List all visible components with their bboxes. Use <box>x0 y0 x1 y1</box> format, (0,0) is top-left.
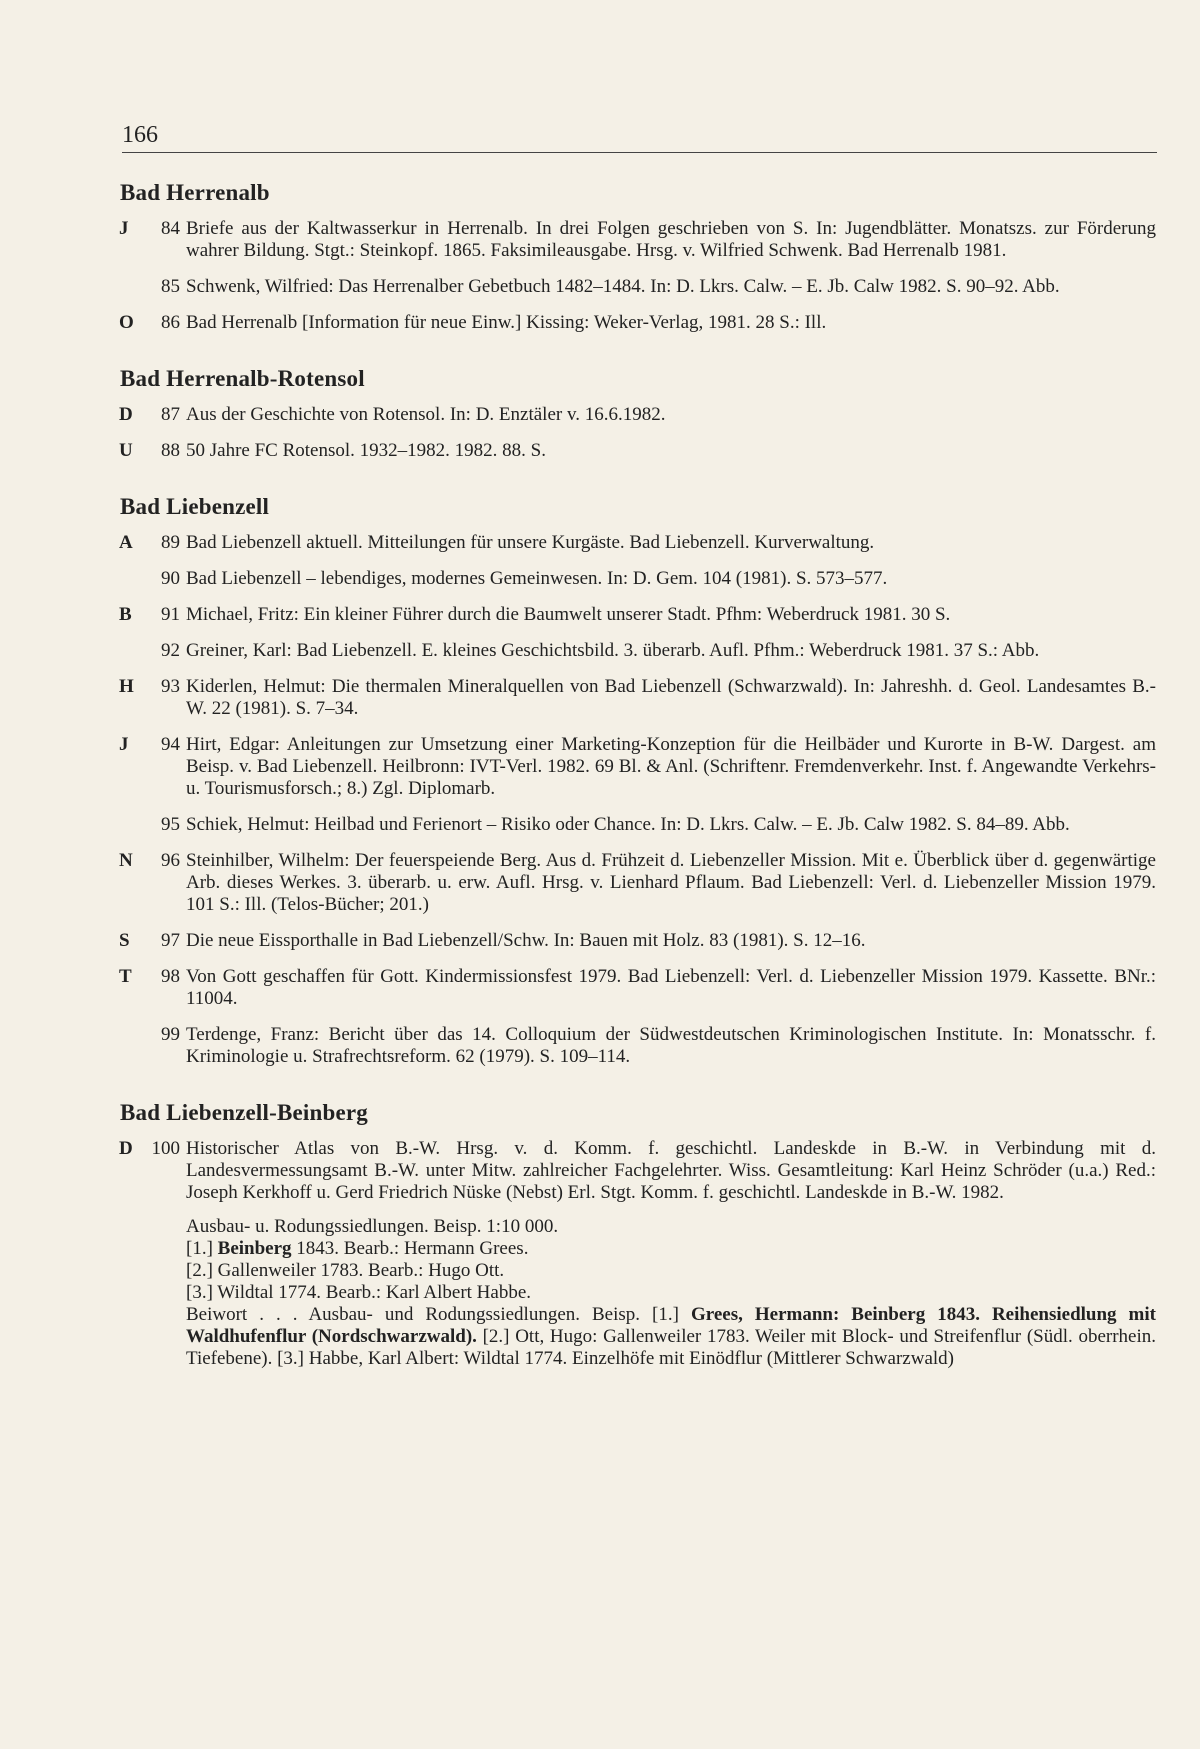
bib-entry <box>116 276 1156 298</box>
entry-text: Von Gott geschaffen für Gott. Kindermissionsfest 1979. Bad Liebenzell: Verl. d. Liebenzeller Mission 1979. Kassette. BNr.: 11004. <box>186 966 1156 1009</box>
entry-code: B <box>119 604 132 625</box>
entry-number: 88 <box>161 440 180 461</box>
entry-code: D <box>119 404 133 425</box>
atlas-map-item: [2.] Gallenweiler 1783. Bearb.: Hugo Ott. <box>186 1260 505 1281</box>
entry-text: Schiek, Helmut: Heilbad und Ferienort – Risiko oder Chance. In: D. Lkrs. Calw. – E. Jb. Calw 1982. S. 84–89. Abb. <box>186 814 1070 835</box>
entry-text: Steinhilber, Wilhelm: Der feuerspeiende Berg. Aus d. Frühzeit d. Liebenzeller Mission. Mit e. Überblick über d. gegenwärtige Arb. dieses Werkes. 3. überarb. u. erw. Aufl. Hrsg. v. Lienhard Pflaum. Bad Liebenzell: Verl. d. Liebenzeller Mission 1979. 101 S.: Ill. (Telos-Bücher; 201.) <box>186 850 1156 915</box>
entry-code: U <box>119 440 133 461</box>
entry-code: N <box>119 850 133 871</box>
beiwort-intro: Beiwort . . . Ausbau- und Rodungssiedlungen. Beisp. [1.] <box>186 1304 691 1325</box>
beiwort-text <box>186 1304 1156 1370</box>
entry-code: O <box>119 312 134 333</box>
entry-text: Greiner, Karl: Bad Liebenzell. E. kleines Geschichtsbild. 3. überarb. Aufl. Pfhm.: Weberdruck 1981. 37 S.: Abb. <box>186 640 1040 661</box>
entry-code: J <box>119 734 129 755</box>
item-detail: 1843. Bearb.: Hermann Grees. <box>291 1238 529 1259</box>
bib-entry <box>116 1024 1156 1068</box>
section-heading: Bad Liebenzell <box>120 494 270 519</box>
entry-text: Briefe aus der Kaltwasserkur in Herrenalb. In drei Folgen geschrieben von S. In: Jugendblätter. Monatszs. zur Förderung wahrer Bildung. Stgt.: Steinkopf. 1865. Faksimileausgabe. Hrsg. v. Wilfried Schwenk. Bad Herrenalb 1981. <box>186 218 1156 261</box>
bib-entry <box>116 604 1156 626</box>
bibliography-content <box>116 180 1156 1370</box>
entry-text: Schwenk, Wilfried: Das Herrenalber Gebetbuch 1482–1484. In: D. Lkrs. Calw. – E. Jb. Calw 1982. S. 90–92. Abb. <box>186 276 1060 297</box>
entry-number: 99 <box>161 1024 180 1045</box>
entry-code: D <box>119 1138 133 1159</box>
page-number: 166 <box>122 122 158 148</box>
atlas-subentries <box>116 1216 1156 1370</box>
bib-entry <box>116 850 1156 916</box>
entry-number: 87 <box>161 404 180 425</box>
entry-text: 50 Jahre FC Rotensol. 1932–1982. 1982. 88. S. <box>186 440 546 461</box>
entry-number: 94 <box>161 734 180 755</box>
beiwort-bold: Grees, Hermann: Beinberg 1843. Reihensiedlung mit Waldhufenflur (Nordschwarzwald). <box>186 1304 1156 1347</box>
entry-text: Aus der Geschichte von Rotensol. In: D. Enztäler v. 16.6.1982. <box>186 404 666 425</box>
entry-text: Historischer Atlas von B.-W. Hrsg. v. d. Komm. f. geschichtl. Landeskde in B.-W. in Verbindung mit d. Landesvermessungsamt B.-W. unter Mitw. zahlreicher Fachgelehrter. Wiss. Gesamtleitung: Karl Heinz Schröder (u.a.) Red.: Joseph Kerkhoff u. Gerd Friedrich Nüske (Nebst) Erl. Stgt. Komm. f. geschichtl. Landeskde in B.-W. 1982. <box>186 1138 1156 1203</box>
entry-number: 95 <box>161 814 180 835</box>
bib-entry <box>116 734 1156 800</box>
bib-entry <box>116 218 1156 262</box>
bib-entry <box>116 440 1156 462</box>
entry-number: 89 <box>161 532 180 553</box>
entry-number: 98 <box>161 966 180 987</box>
entry-number: 86 <box>161 312 180 333</box>
entry-text: Die neue Eissporthalle in Bad Liebenzell/Schw. In: Bauen mit Holz. 83 (1981). S. 12–16. <box>186 930 866 951</box>
entry-text: Kiderlen, Helmut: Die thermalen Mineralquellen von Bad Liebenzell (Schwarzwald). In: Jahreshh. d. Geol. Landesamtes B.-W. 22 (1981). S. 7–34. <box>186 676 1156 719</box>
entry-number: 90 <box>161 568 180 589</box>
entry-code: A <box>119 532 133 553</box>
entry-number: 85 <box>161 276 180 297</box>
atlas-map-item <box>186 1238 1156 1260</box>
entry-text: Hirt, Edgar: Anleitungen zur Umsetzung einer Marketing-Konzeption für die Heilbäder und Kurorte in B-W. Dargest. am Beisp. v. Bad Liebenzell. Heilbronn: IVT-Verl. 1982. 69 Bl. & Anl. (Schriftenr. Fremdenverkehr. Inst. f. Angewandte Verkehrs- u. Tourismusforsch.; 8.) Zgl. Diplomarb. <box>186 734 1156 799</box>
section-heading: Bad Herrenalb-Rotensol <box>120 366 365 391</box>
section-heading: Bad Herrenalb <box>120 180 270 205</box>
bib-entry <box>116 568 1156 590</box>
entry-text: Bad Liebenzell aktuell. Mitteilungen für unsere Kurgäste. Bad Liebenzell. Kurverwaltung. <box>186 532 875 553</box>
entry-text: Michael, Fritz: Ein kleiner Führer durch die Baumwelt unserer Stadt. Pfhm: Weberdruck 1981. 30 S. <box>186 604 951 625</box>
entry-number: 97 <box>161 930 180 951</box>
entry-text: Terdenge, Franz: Bericht über das 14. Colloquium der Südwestdeutschen Kriminologischen Institute. In: Monatsschr. f. Kriminologie u. Strafrechtsreform. 62 (1979). S. 109–114. <box>186 1024 1156 1067</box>
bib-entry <box>116 640 1156 662</box>
entry-text: Bad Liebenzell – lebendiges, modernes Gemeinwesen. In: D. Gem. 104 (1981). S. 573–577. <box>186 568 888 589</box>
entry-code: S <box>119 930 130 951</box>
bib-entry <box>116 1138 1156 1204</box>
bib-entry <box>116 930 1156 952</box>
entry-number: 84 <box>161 218 180 239</box>
bib-entry <box>116 966 1156 1010</box>
entry-number: 93 <box>161 676 180 697</box>
bib-entry <box>116 404 1156 426</box>
atlas-map-item: [3.] Wildtal 1774. Bearb.: Karl Albert Habbe. <box>186 1282 532 1303</box>
bib-entry <box>116 312 1156 334</box>
entry-text: Bad Herrenalb [Information für neue Einw.] Kissing: Weker-Verlag, 1981. 28 S.: Ill. <box>186 312 827 333</box>
beiwort-rest: [2.] Ott, Hugo: Gallenweiler 1783. Weiler mit Block- und Streifenflur (Südl. oberrhein. Tiefebene). [3.] Habbe, Karl Albert: Wildtal 1774. Einzelhöfe mit Einödflur (Mittlerer Schwarzwald) <box>186 1326 1157 1369</box>
entry-number: 91 <box>161 604 180 625</box>
item-title-bold: Beinberg <box>217 1238 292 1259</box>
page-header <box>122 118 1157 153</box>
atlas-map-series: Ausbau- u. Rodungssiedlungen. Beisp. 1:10 000. <box>186 1216 559 1237</box>
bib-entry <box>116 814 1156 836</box>
bib-entry <box>116 532 1156 554</box>
bib-entry <box>116 676 1156 720</box>
section-heading: Bad Liebenzell-Beinberg <box>120 1100 369 1125</box>
entry-number: 96 <box>161 850 180 871</box>
entry-number: 100 <box>151 1138 180 1159</box>
entry-code: H <box>119 676 134 697</box>
entry-number: 92 <box>161 640 180 661</box>
entry-code: T <box>119 966 132 987</box>
entry-code: J <box>119 218 129 239</box>
item-bracket: [1.] <box>186 1238 218 1259</box>
